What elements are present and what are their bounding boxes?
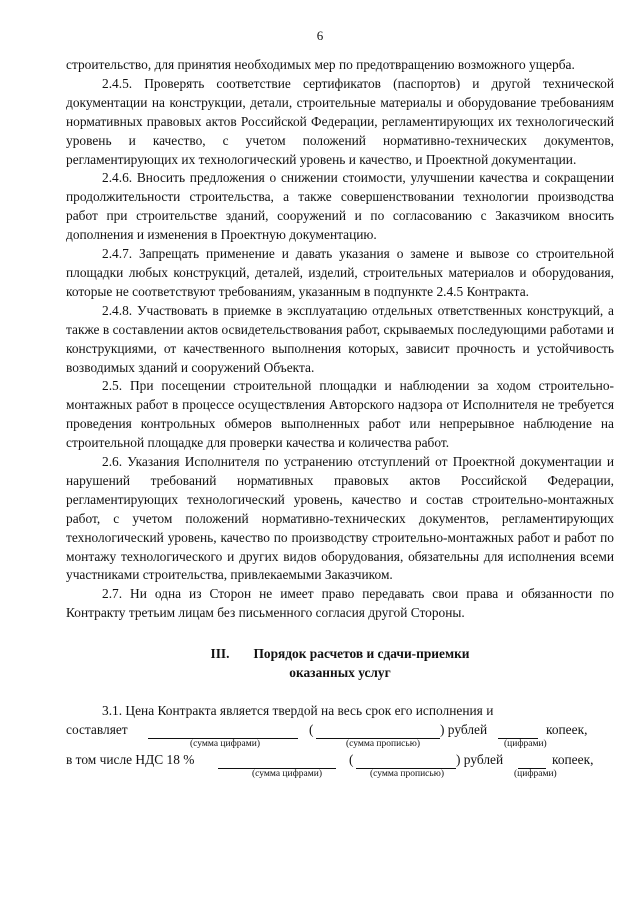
price-total-line xyxy=(66,721,614,751)
section-number: III. xyxy=(210,646,230,662)
vat-caption-kopeks: (цифрами) xyxy=(514,769,557,780)
caption-words: (сумма прописью) xyxy=(346,739,420,750)
paragraph: 2.4.7. Запрещать применение и давать указания о замене и вывозе со строительной площадки любых конструкций, деталей, изделий, строительных материалов и оборудования, которые не соответствуют требованиям, указанным в подпункте 2.4.5 Контракта. xyxy=(66,246,614,299)
paragraph: 2.5. При посещении строительной площадки и наблюдении за ходом строительно-монтажных работ в процессе осуществления Авторского надзора от Исполнителя не требуется проведения контрольных обмеров выполненных работ или непрерывное наблюдение на строительной площадке для проверки качества и количества работ. xyxy=(66,378,614,451)
price-vat-line xyxy=(66,751,614,781)
vat-digits-field[interactable] xyxy=(218,751,336,769)
vat-caption-digits: (сумма цифрами) xyxy=(252,769,322,780)
rubles-label: ) рублей xyxy=(440,722,488,738)
price-intro: 3.1. Цена Контракта является твердой на весь срок его исполнения и xyxy=(102,703,494,719)
section-title-line1: Порядок расчетов и сдачи-приемки xyxy=(253,646,470,662)
open-paren: ( xyxy=(309,722,314,738)
kopeks-label: копеек, xyxy=(546,722,588,738)
vat-rubles-label: ) рублей xyxy=(456,752,504,768)
caption-kopeks: (цифрами) xyxy=(504,739,547,750)
vat-kopeks-field[interactable] xyxy=(518,751,546,769)
total-prefix: составляет xyxy=(66,722,128,738)
vat-words-field[interactable] xyxy=(356,751,456,769)
paragraph: 2.4.6. Вносить предложения о снижении стоимости, улучшении качества и сокращении продолжительности строительства, а также совершенствовании технологии производства работ при строительстве зданий, сооружений и по согласованию с Заказчиком вносить дополнения и изменения в Проектную документацию. xyxy=(66,170,614,243)
page-number: 6 xyxy=(316,28,324,43)
paragraph: 2.6. Указания Исполнителя по устранению отступлений от Проектной документации и нарушений требований нормативных правовых актов Российской Федерации, регламентирующих технологический уровень, качество и состав строительно-монтажных работ, с учетом положений нормативно-технических документов, регламентирующих технологический уровень, качество по производству строительно-монтажных работ и работ по монтажу технологического и других видов оборудования, обязательны для исполнения всеми участниками строительства, привлекаемыми Заказчиком. xyxy=(66,454,614,583)
total-kopeks-field[interactable] xyxy=(498,721,538,739)
vat-prefix: в том числе НДС 18 % xyxy=(66,752,195,768)
section-title-line2: оказанных услуг xyxy=(289,664,391,680)
paragraph: строительство, для принятия необходимых мер по предотвращению возможного ущерба. xyxy=(66,57,575,72)
document-body xyxy=(66,56,614,781)
total-digits-field[interactable] xyxy=(148,721,298,739)
vat-caption-words: (сумма прописью) xyxy=(370,769,444,780)
total-words-field[interactable] xyxy=(316,721,440,739)
vat-open-paren: ( xyxy=(349,752,354,768)
paragraph: 2.7. Ни одна из Сторон не имеет право передавать свои права и обязанности по Контракту третьим лицам без письменного согласия другой Стороны. xyxy=(66,586,614,621)
caption-digits: (сумма цифрами) xyxy=(190,739,260,750)
paragraph: 2.4.5. Проверять соответствие сертификатов (паспортов) и другой технической документации на конструкции, детали, строительные материалы и оборудование требованиям нормативных правовых актов Российской Федерации, регламентирующих их технологический уровень и качество, с учетом положений нормативно-технических документов, регламентирующих их технологический уровень и качество, и Проектной документации. xyxy=(66,75,614,167)
price-clause xyxy=(66,702,614,781)
section-heading xyxy=(66,645,614,682)
paragraph-list xyxy=(66,56,614,623)
vat-kopeks-label: копеек, xyxy=(552,752,594,768)
paragraph: 2.4.8. Участвовать в приемке в эксплуатацию отдельных ответственных конструкций, а также в составлении актов освидетельствования работ, скрываемых последующими работами и конструкциями, от качественного выполнения которых, зависит прочность и устойчивость возводимых зданий и сооружений Объекта. xyxy=(66,302,614,375)
